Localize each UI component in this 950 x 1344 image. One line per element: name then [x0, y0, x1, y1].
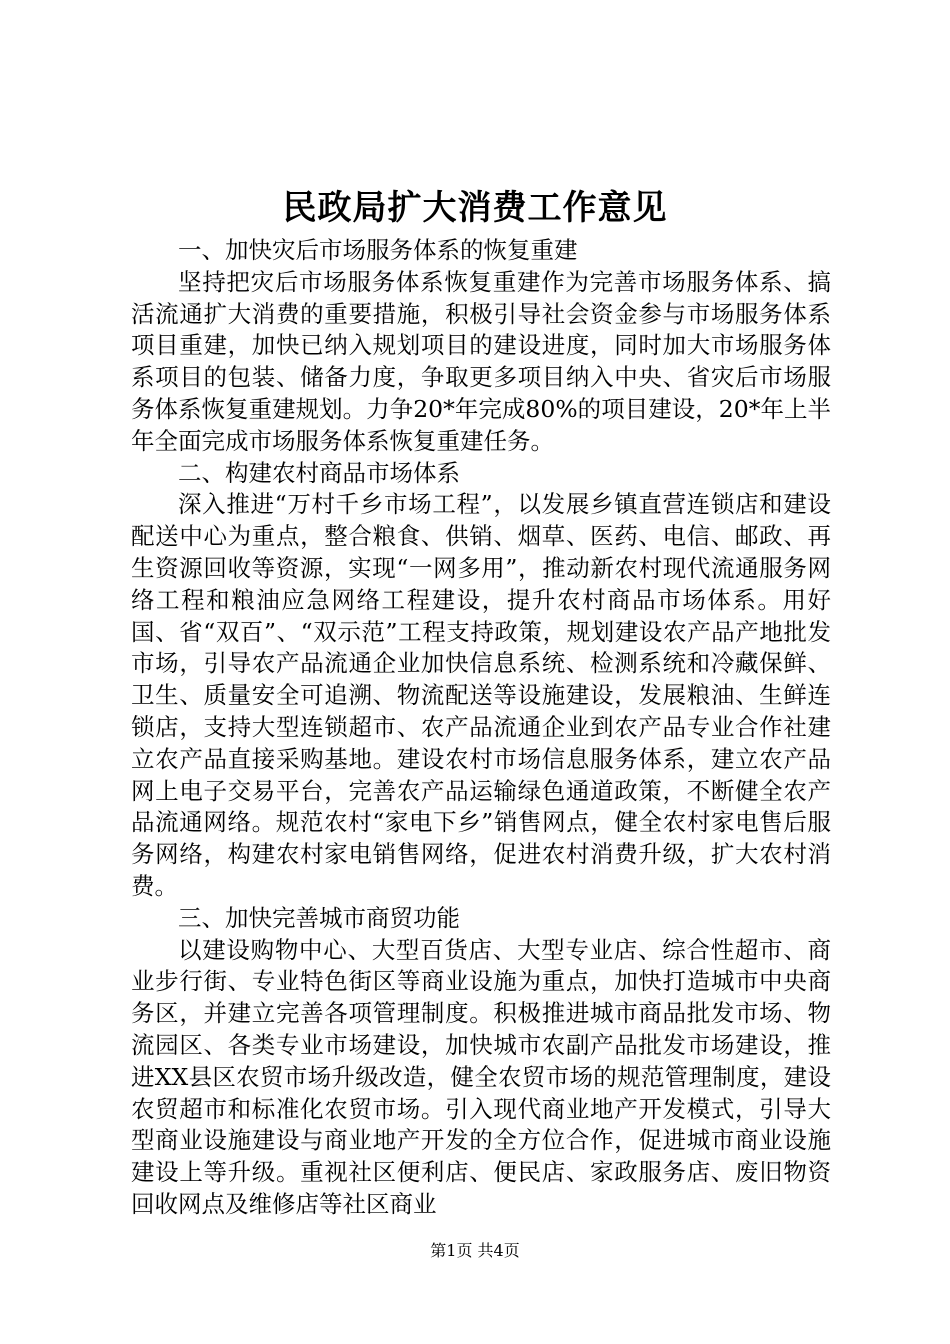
document-title: 民政局扩大消费工作意见: [282, 188, 668, 228]
section-paragraph-1: 坚持把灾后市场服务体系恢复重建作为完善市场服务体系、搞活流通扩大消费的重要措施，积极引导社会资金参与市场服务体系项目重建，加快已纳入规划项目的建设进度，同时加大市场服务体系项目的包装、储备力度，争取更多项目纳入中央、省灾后市场服务体系恢复重建规划。力争20*年完成80%的项目建设，20*年上半年全面完成市场服务体系恢复重建任务。: [131, 267, 831, 455]
section-paragraph-2: 深入推进“万村千乡市场工程”，以发展乡镇直营连锁店和建设配送中心为重点，整合粮食、供销、烟草、医药、电信、邮政、再生资源回收等资源，实现“一网多用”，推动新农村现代流通服务网络工程和粮油应急网络工程建设，提升农村商品市场体系。用好国、省“双百”、“双示范”工程支持政策，规划建设农产品产地批发市场，引导农产品流通企业加快信息系统、检测系统和冷藏保鲜、卫生、质量安全可追溯、物流配送等设施建设，发展粮油、生鲜连锁店，支持大型连锁超市、农产品流通企业到农产品专业合作社建立农产品直接采购基地。建设农村市场信息服务体系，建立农产品网上电子交易平台，完善农产品运输绿色通道政策，不断健全农产品流通网络。规范农村“家电下乡”销售网点，健全农村家电售后服务网络，构建农村家电销售网络，促进农村消费升级，扩大农村消费。: [131, 490, 831, 900]
section-paragraph-3: 以建设购物中心、大型百货店、大型专业店、综合性超市、商业步行街、专业特色街区等商业设施为重点，加快打造城市中央商务区，并建立完善各项管理制度。积极推进城市商品批发市场、物流园区、各类专业市场建设，加快城市农副产品批发市场建设，推进XX县区农贸市场升级改造，健全农贸市场的规范管理制度，建设农贸超市和标准化农贸市场。引入现代商业地产开发模式，引导大型商业设施建设与商业地产开发的全方位合作，促进城市商业设施建设上等升级。重视社区便利店、便民店、家政服务店、废旧物资回收网点及维修店等社区商业: [131, 935, 831, 1218]
section-heading-3: 三、加快完善城市商贸功能: [178, 903, 460, 932]
section-heading-2: 二、构建农村商品市场体系: [178, 458, 460, 487]
page-number-footer: 第1页 共4页: [430, 1241, 520, 1260]
document-body: [131, 235, 831, 1221]
section-heading-1: 一、加快灾后市场服务体系的恢复重建: [178, 236, 578, 264]
